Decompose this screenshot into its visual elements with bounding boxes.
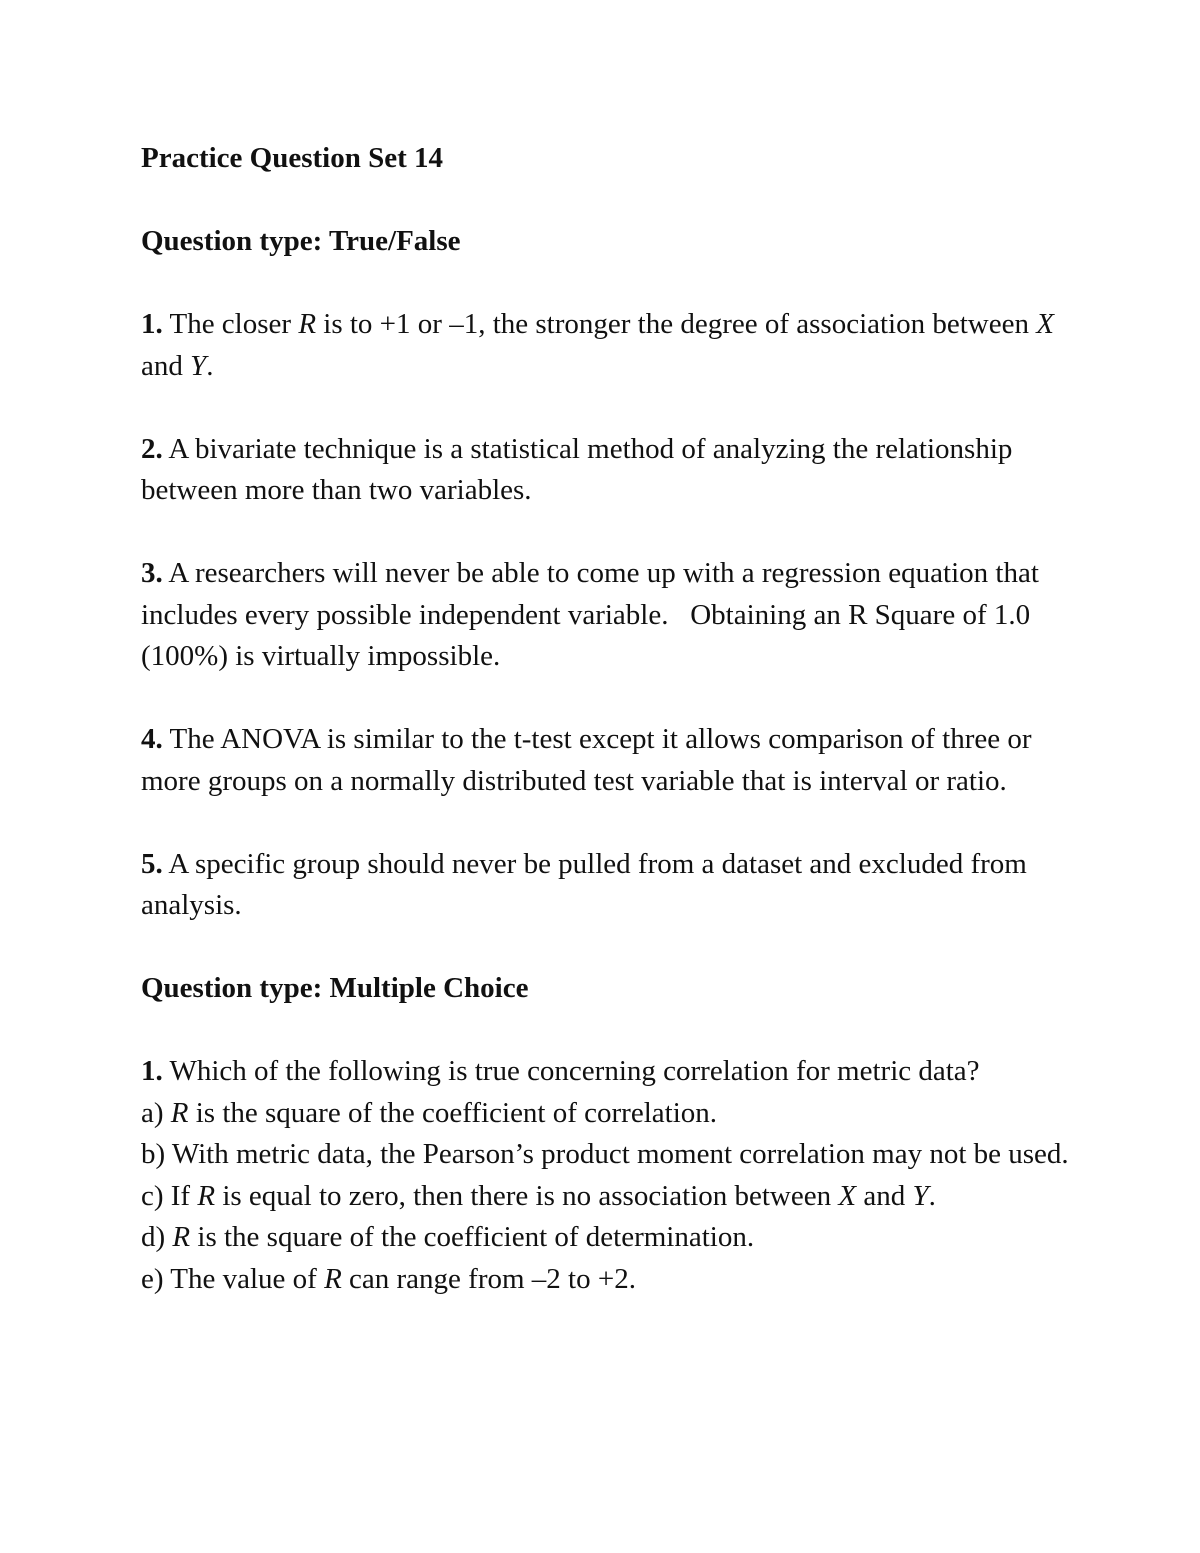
variable-r: R — [324, 1262, 342, 1295]
variable-y: Y — [190, 349, 207, 382]
question-text: The ANOVA is similar to the t-test except it allows comparison of three or more groups on a normally distributed test variable that is interval or ratio. — [141, 723, 1032, 797]
tf-question-2 — [141, 429, 1081, 512]
option-text: e) The value of — [141, 1262, 325, 1295]
document-page — [141, 138, 1081, 1300]
variable-r: R — [197, 1179, 216, 1212]
question-number: 3. — [141, 557, 163, 589]
question-text: Which of the following is true concerning correlation for metric data? — [162, 1055, 980, 1087]
option-text: . — [928, 1179, 936, 1212]
question-text: . — [206, 349, 214, 382]
mc-option-d — [141, 1217, 1081, 1259]
mc-option-a — [141, 1093, 1081, 1135]
question-text: and — [141, 349, 191, 382]
question-number: 1. — [141, 1055, 163, 1087]
option-text: c) If — [141, 1179, 198, 1212]
tf-question-1 — [141, 304, 1081, 387]
question-text: is to +1 or –1, the stronger the degree of association between — [316, 308, 1037, 340]
variable-r: R — [172, 1221, 191, 1253]
option-text: is the square of the coefficient of correlation. — [188, 1096, 717, 1129]
mc-section-heading: Question type: Multiple Choice — [141, 972, 529, 1004]
option-text: can range from –2 to +2. — [341, 1262, 636, 1295]
question-text: The closer — [162, 308, 299, 340]
mc-question-1 — [141, 1051, 1081, 1093]
question-number: 5. — [141, 847, 163, 880]
option-text: is the square of the coefficient of determination. — [190, 1221, 755, 1253]
variable-r: R — [170, 1096, 189, 1129]
mc-option-e — [141, 1259, 1081, 1301]
mc-option-b: b) With metric data, the Pearson’s product moment correlation may not be used. — [141, 1138, 1069, 1170]
option-text: and — [856, 1179, 913, 1212]
question-number: 2. — [141, 432, 163, 465]
variable-x: X — [1036, 308, 1054, 340]
tf-question-5 — [141, 844, 1081, 927]
question-text: A researchers will never be able to come up with a regression equation that includes every possible independent variable. Obtaining an R Square of 1.0 (100%) is virtually impossible. — [141, 557, 1047, 672]
question-text: A bivariate technique is a statistical method of analyzing the relationship between more than two variables. — [141, 432, 1013, 506]
document-title: Practice Question Set 14 — [141, 142, 444, 174]
tf-section-heading: Question type: True/False — [141, 225, 461, 257]
question-number: 1. — [141, 308, 163, 340]
variable-r: R — [298, 308, 317, 340]
tf-question-3 — [141, 553, 1081, 678]
option-text: is equal to zero, then there is no association between — [215, 1179, 839, 1212]
question-text: A specific group should never be pulled from a dataset and excluded from analysis. — [141, 847, 1027, 921]
option-text: a) — [141, 1096, 171, 1129]
option-text: d) — [141, 1221, 173, 1253]
mc-option-c — [141, 1176, 1081, 1218]
variable-y: Y — [912, 1179, 929, 1212]
question-number: 4. — [141, 723, 163, 755]
tf-question-4 — [141, 719, 1081, 802]
variable-x: X — [838, 1179, 857, 1212]
